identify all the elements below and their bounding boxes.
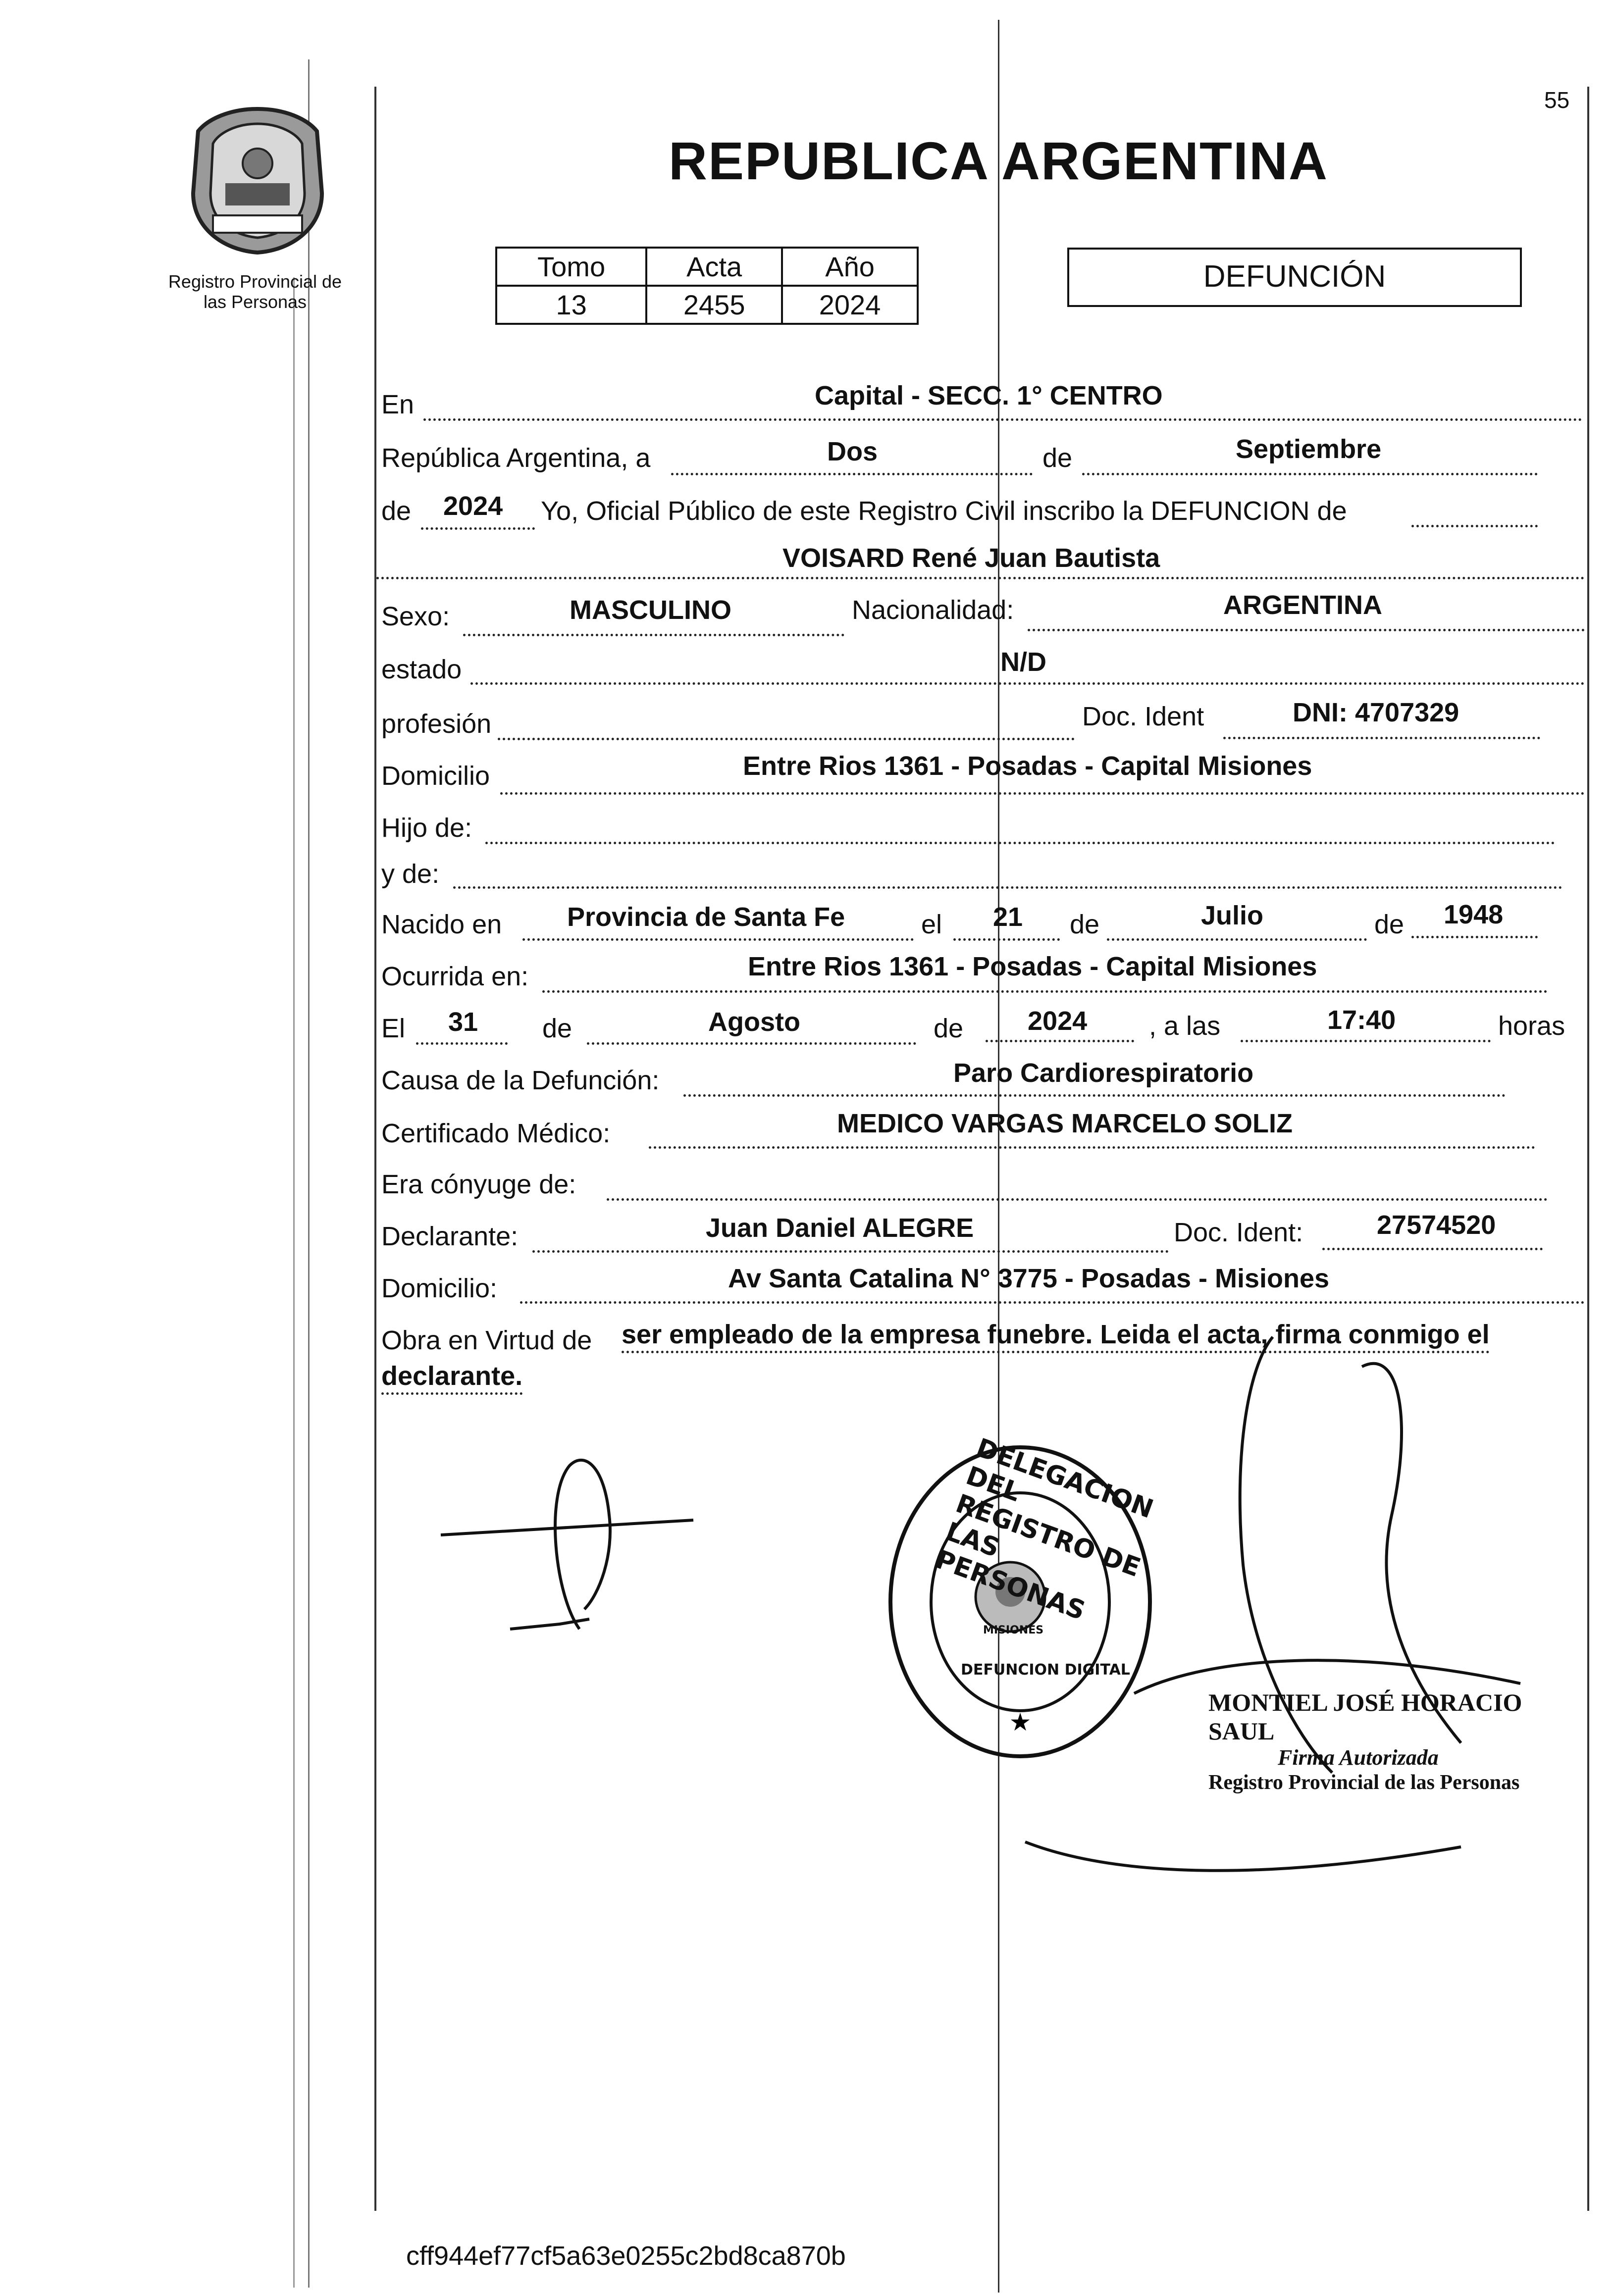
nac-anio-line	[1411, 936, 1538, 938]
dia-line	[671, 473, 1033, 475]
anio-line	[421, 527, 535, 530]
ocurrida-line	[542, 990, 1548, 993]
nac-anio-value: 1948	[1444, 900, 1504, 929]
def-mes-line	[587, 1042, 916, 1045]
mes-line	[1082, 473, 1538, 475]
left-border-line	[374, 87, 376, 2211]
certificado-label: Certificado Médico:	[381, 1119, 611, 1148]
official-title: Firma Autorizada	[1278, 1745, 1439, 1770]
oficial-text: Yo, Oficial Público de este Registro Civil inscribo la DEFUNCION de	[541, 496, 1347, 526]
def-de-label: de	[542, 1014, 573, 1043]
oficial-line	[1411, 525, 1538, 527]
decl-doc-line	[1322, 1248, 1543, 1250]
en-line	[423, 418, 1582, 421]
nacido-label: Nacido en	[381, 910, 502, 939]
nacido-line	[522, 938, 914, 941]
def-de2-label: de	[934, 1014, 964, 1043]
nac-mes-value: Julio	[1201, 901, 1264, 930]
decl-domicilio-label: Domicilio:	[381, 1274, 498, 1303]
hijo-label: Hijo de:	[381, 813, 472, 843]
causa-value: Paro Cardiorespiratorio	[953, 1058, 1254, 1088]
sexo-label: Sexo:	[381, 602, 450, 631]
nac-de2-label: de	[1374, 910, 1405, 939]
page-number: 55	[1544, 87, 1570, 113]
logo-caption-line1: Registro Provincial de	[168, 271, 342, 292]
nombre-value: VOISARD René Juan Bautista	[782, 543, 1160, 573]
en-label: En	[381, 390, 415, 419]
acta-header: Acta	[646, 248, 782, 286]
tomo-header: Tomo	[496, 248, 646, 286]
margin-line-right	[308, 59, 310, 2288]
acta-value: 2455	[646, 286, 782, 324]
hora-value: 17:40	[1327, 1005, 1396, 1035]
obra-label: Obra en Virtud de	[381, 1326, 592, 1355]
stamp-outer-text: DELEGACION DEL REGISTRO DE LAS PERSONAS	[932, 1432, 1157, 1627]
yde-line	[453, 886, 1562, 889]
def-dia-value: 31	[448, 1007, 478, 1037]
nac-dia-line	[953, 938, 1060, 941]
decl-doc-value: 27574520	[1377, 1210, 1496, 1240]
declarant-signature	[436, 1446, 713, 1664]
obra-value-line1: ser empleado de la empresa funebre. Leida el acta, firma conmigo el	[622, 1321, 1490, 1353]
anio-header: Año	[782, 248, 918, 286]
profesion-line	[498, 738, 1075, 740]
ocurrida-value: Entre Rios 1361 - Posadas - Capital Misiones	[748, 952, 1317, 981]
nacionalidad-value: ARGENTINA	[1223, 590, 1382, 620]
horas-label: horas	[1498, 1011, 1565, 1041]
domicilio-value: Entre Rios 1361 - Posadas - Capital Misiones	[743, 751, 1312, 781]
decl-domicilio-value: Av Santa Catalina N° 3775 - Posadas - Misiones	[728, 1264, 1330, 1293]
decl-domicilio-line	[520, 1301, 1585, 1304]
official-name: MONTIEL JOSÉ HORACIO SAUL	[1208, 1688, 1522, 1745]
document-type-box: DEFUNCIÓN	[1067, 248, 1522, 307]
yde-label: y de:	[381, 859, 440, 889]
fold-line	[998, 20, 999, 2293]
profesion-label: profesión	[381, 709, 492, 739]
anio-value: 2024	[443, 491, 503, 521]
certificado-value: MEDICO VARGAS MARCELO SOLIZ	[837, 1109, 1293, 1138]
registry-table	[495, 247, 919, 325]
logo-caption-line2: las Personas	[203, 292, 307, 312]
document-title: REPUBLICA ARGENTINA	[669, 131, 1328, 191]
official-office: Registro Provincial de las Personas	[1208, 1771, 1520, 1794]
margin-line-left	[293, 277, 295, 2288]
logo-caption	[149, 271, 362, 312]
document-hash: cff944ef77cf5a63e0255c2bd8ca870b	[406, 2241, 846, 2271]
def-anio-value: 2024	[1028, 1006, 1088, 1036]
sexo-value: MASCULINO	[570, 595, 731, 625]
declarante-line	[532, 1250, 1169, 1253]
def-anio-line	[986, 1040, 1134, 1042]
estado-value: N/D	[1000, 647, 1046, 677]
svg-text:★: ★	[1009, 1708, 1032, 1736]
nombre-line	[376, 577, 1585, 579]
nac-dia-value: 21	[993, 902, 1023, 932]
nac-de-label: de	[1070, 910, 1100, 939]
obra-value-line2: declarante.	[381, 1363, 522, 1395]
causa-line	[683, 1094, 1506, 1097]
doc-ident-line	[1223, 737, 1540, 739]
domicilio-line	[500, 792, 1585, 795]
nacionalidad-label: Nacionalidad:	[852, 595, 1014, 625]
nac-mes-line	[1107, 938, 1367, 941]
nacido-value: Provincia de Santa Fe	[567, 902, 845, 932]
causa-label: Causa de la Defunción:	[381, 1066, 660, 1095]
conyuge-label: Era cónyuge de:	[381, 1170, 576, 1199]
conyuge-line	[607, 1198, 1548, 1201]
de-label: de	[1042, 443, 1073, 473]
domicilio-label: Domicilio	[381, 761, 490, 791]
tomo-value: 13	[496, 286, 646, 324]
nacionalidad-line	[1028, 629, 1585, 631]
declarante-label: Declarante:	[381, 1222, 519, 1251]
declarante-value: Juan Daniel ALEGRE	[706, 1213, 974, 1243]
doc-ident-label: Doc. Ident	[1082, 702, 1204, 731]
right-border-line	[1587, 87, 1589, 2211]
anio-value: 2024	[782, 286, 918, 324]
mes-value: Septiembre	[1236, 434, 1382, 464]
def-dia-line	[416, 1042, 508, 1045]
alas-label: , a las	[1149, 1011, 1221, 1041]
ocurrida-label: Ocurrida en:	[381, 962, 529, 991]
hijo-line	[485, 842, 1555, 844]
province-seal-logo	[183, 104, 332, 257]
stamp-center-text: MISIONES	[983, 1624, 1044, 1636]
dia-value: Dos	[827, 437, 878, 466]
el2-label: El	[381, 1014, 406, 1043]
official-signature	[1015, 1307, 1585, 1951]
registry-table-value-row	[496, 286, 918, 324]
doc-ident-value: DNI: 4707329	[1293, 698, 1459, 727]
def-mes-value: Agosto	[708, 1007, 800, 1037]
de2-label: de	[381, 496, 412, 526]
republica-label: República Argentina, a	[381, 443, 651, 473]
official-stamp-block	[1208, 1688, 1555, 1794]
estado-label: estado	[381, 655, 462, 684]
decl-doc-label: Doc. Ident:	[1174, 1218, 1303, 1247]
stamp-inner-text: DEFUNCION DIGITAL	[961, 1661, 1130, 1679]
certificado-line	[649, 1146, 1535, 1149]
sexo-line	[463, 634, 844, 636]
estado-line	[470, 682, 1585, 685]
registry-table-header-row	[496, 248, 918, 286]
el-label: el	[921, 910, 942, 939]
en-value: Capital - SECC. 1° CENTRO	[815, 381, 1163, 410]
hora-line	[1241, 1040, 1491, 1042]
